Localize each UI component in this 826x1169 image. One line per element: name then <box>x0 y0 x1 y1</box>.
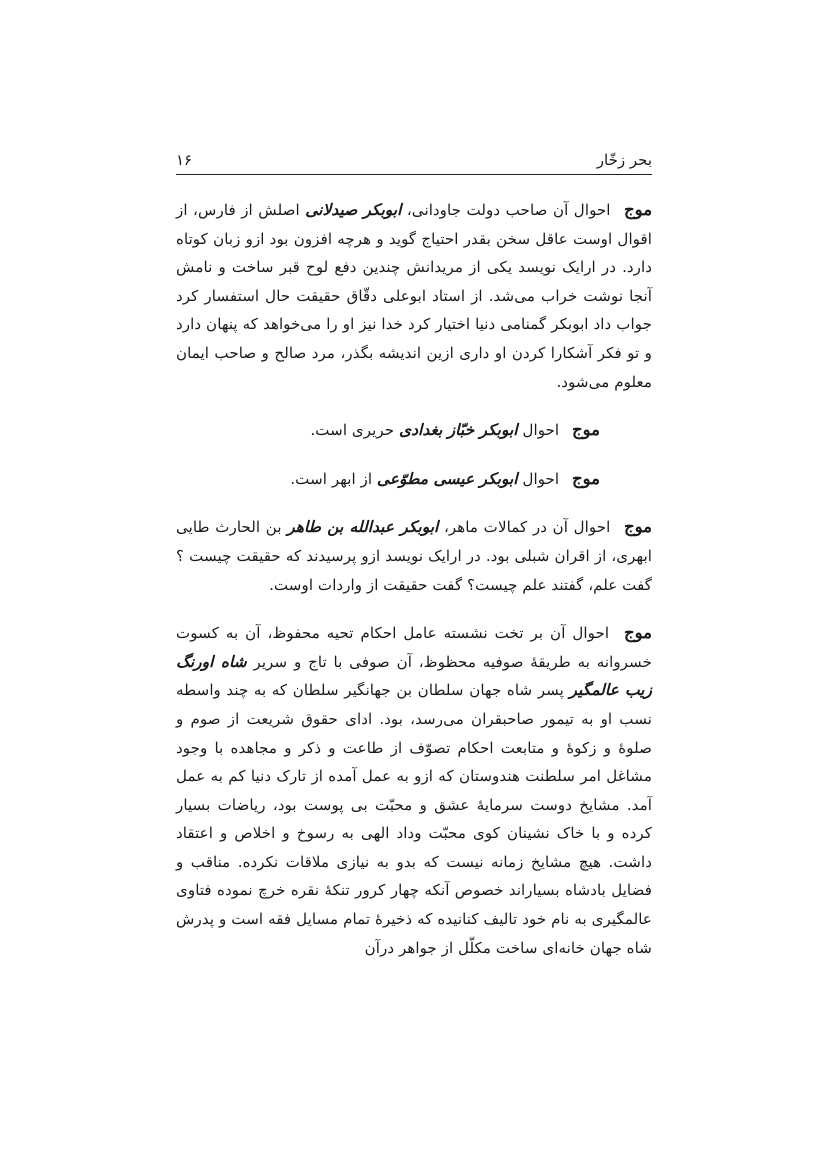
page-header <box>176 146 652 175</box>
entry-paragraph <box>176 196 652 396</box>
entry-lead: موج <box>624 200 653 219</box>
entry-paragraph <box>176 465 652 494</box>
entry-lead: موج <box>571 420 600 440</box>
entry-text: بن الحارث طایی ابهری، از اقران شبلی بود. در ارایک نویسد ازو پرسیدند که حقیقت چیست ؟ گفت علم، گفتند علم چیست؟ گفت حقیقت از واردات اوست. <box>176 518 652 594</box>
entry-lead: موج <box>571 468 600 488</box>
entry-person-name: شاه اورنگ زیب عالمگیر <box>176 651 652 700</box>
entry-text: احوال آن بر تخت نشسته عامل احکام تحیه محفوظ، آن به کسوت خسروانه به طریقهٔ صوفیه محظوظ، آن صوفی با تاج و سریر <box>176 624 652 671</box>
entry-text: حریری است. <box>310 421 400 440</box>
entry-text: اصلش از فارس، از اقوال اوست عاقل سخن بقدر احتیاج گوید و هرچه افزون بود ازو زبان کوتاه دارد. در ارایک نویسد یکی از مریدانش چندین دفع لوح قبر ساخت و نامش آنجا نوشت خراب می‌شد. از استاد ابوعلی دقّاق حقیقت حال استفسار کرد جواب داد ابوبکر گمنامی دنیا اختیار کرد خدا نیز او را می‌خواهد که پنهان دارد و تو فکر آشکارا کردن او داری ازین اندیشه بگذر، مرد صالح و صاحب ایمان معلوم می‌شود. <box>176 201 652 391</box>
entry-paragraph <box>176 619 652 962</box>
page-body <box>176 196 652 962</box>
entry-person-name: ابوبکر صیدلانی <box>305 200 402 219</box>
entry-person-name: ابوبکر خبّاز بغدادی <box>399 420 518 440</box>
entry-text: احوال آن صاحب دولت جاودانی، <box>406 201 611 219</box>
entry-lead: موج <box>623 517 652 537</box>
entry-paragraph <box>176 416 652 445</box>
entry-paragraph <box>176 513 652 599</box>
entry-person-name: ابوبکر عبدالله بن طاهر <box>287 517 439 537</box>
entry-text: احوال <box>522 421 560 440</box>
entry-lead: موج <box>624 623 653 643</box>
entry-text: احوال آن در کمالات ماهر، <box>443 518 611 537</box>
entry-text: از ابهر است. <box>290 469 377 488</box>
book-title: بحر زخّار <box>596 151 652 169</box>
entry-person-name: ابوبکر عیسی مطوّعی <box>376 468 518 488</box>
page-number: ۱۶ <box>176 151 193 169</box>
entry-text: احوال <box>522 469 560 488</box>
entry-text: پسر شاه جهان سلطان بن جهانگیر سلطان که به چند واسطه نسب او به تیمور صاحبقران می‌رسد، بود. ادای حقوق شریعت از صوم و صلوهٔ و زکوهٔ و متابعت احکام تصوّف از طاعت و ذکر و مجاهده با وجود مشاغل امر سلطنت هندوستان که ازو به عمل آمده از تارک دنیا کم به عمل آمد. مشایخ دوست سرمایهٔ عشق و محبّت بی پوست بود، ریاضات بسیار کرده و با خاک نشینان کوی محبّت وداد الهی به رسوخ و اخلاص و اعتقاد داشت. هیچ مشایخ زمانه نیست که بدو به نیازی ملاقات نکرده. مناقب و فضایل بادشاه بسیاراند خصوص آنکه چهار کرور تنکهٔ نقره خرچ نموده فتاوی عالمگیری به نام خود تالیف کنانیده که ذخیرهٔ تمام مسایل فقه است و پدرش شاه جهان خانه‌ای ساخت مکلّل از جواهر درآن <box>176 681 652 957</box>
